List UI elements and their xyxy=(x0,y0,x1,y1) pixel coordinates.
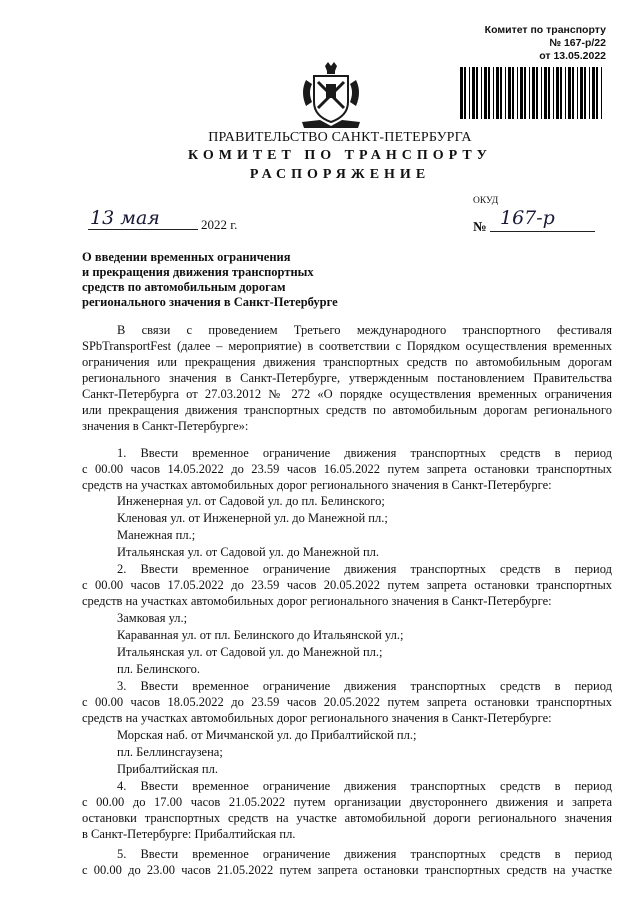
item-4-line: остановки транспортных средств на участке автомобильной дороги регионального значения xyxy=(82,811,612,825)
item-5-line: с 00.00 до 23.00 часов 21.05.2022 путем запрета остановки транспортных средств на участке xyxy=(82,863,612,877)
item-1-line: средств на участках автомобильных дорог регионального значения в Санкт-Петербурге: xyxy=(82,478,552,492)
okud-label: ОКУД xyxy=(473,196,499,206)
street-item: пл. Белинского. xyxy=(117,662,200,676)
date-year: 2022 г. xyxy=(201,217,238,232)
item-3-line: 3. Ввести временное ограничение движения транспортных средств в период xyxy=(117,679,612,693)
subject-line: средств по автомобильным дорогам xyxy=(82,280,286,294)
street-item: Прибалтийская пл. xyxy=(117,762,218,776)
handwritten-number: 167-р xyxy=(500,207,555,229)
subject-line: регионального значения в Санкт-Петербурге xyxy=(82,295,338,309)
government-title: ПРАВИТЕЛЬСТВО САНКТ-ПЕТЕРБУРГА xyxy=(208,130,472,145)
street-item: пл. Беллинсгаузена; xyxy=(117,745,223,759)
subject-line: О введении временных ограничения xyxy=(82,250,291,264)
item-3-line: средств на участках автомобильных дорог регионального значения в Санкт-Петербурге: xyxy=(82,711,552,725)
registration-stamp xyxy=(458,24,606,63)
preamble-line: В связи с проведением Третьего международного транспортного фестиваля xyxy=(117,323,612,337)
preamble-line: или прекращения движения транспортных средств по автомобильным дорогам регионального xyxy=(82,403,612,417)
street-item: Караванная ул. от пл. Белинского до Итальянской ул.; xyxy=(117,628,404,642)
stamp-date: от 13.05.2022 xyxy=(539,50,606,62)
street-item: Инженерная ул. от Садовой ул. до пл. Белинского; xyxy=(117,494,385,508)
street-item: Итальянская ул. от Садовой ул. до Манежной пл. xyxy=(117,545,380,559)
street-item: Морская наб. от Мичманской ул. до Прибалтийской пл.; xyxy=(117,728,417,742)
stamp-committee: Комитет по транспорту xyxy=(484,24,606,36)
number-label: № xyxy=(473,219,487,234)
committee-title: КОМИТЕТ ПО ТРАНСПОРТУ xyxy=(188,148,492,163)
stamp-number: № 167-р/22 xyxy=(549,37,606,49)
item-4-line: в Санкт-Петербурге: Прибалтийская пл. xyxy=(82,827,296,841)
preamble-line: ограничения или прекращения движения транспортных средств по автомобильным дорогам xyxy=(82,355,612,369)
item-2-line: 2. Ввести временное ограничение движения транспортных средств в период xyxy=(117,562,612,576)
street-item: Манежная пл.; xyxy=(117,528,196,542)
handwritten-date: 13 мая xyxy=(90,207,160,229)
street-item: Замковая ул.; xyxy=(117,611,188,625)
item-3-line: с 00.00 часов 18.05.2022 до 23.59 часов 20.05.2022 путем запрета остановки транспортных xyxy=(82,695,612,709)
street-item: Кленовая ул. от Инженерной ул. до Манежной пл.; xyxy=(117,511,388,525)
item-4-line: с 00.00 до 17.00 часов 21.05.2022 путем организации двустороннего движения и запрета xyxy=(82,795,612,809)
document-type: РАСПОРЯЖЕНИЕ xyxy=(249,167,431,182)
coat-of-arms-icon xyxy=(298,62,364,130)
preamble-line: SPbTransportFest (далее – мероприятие) в соответствии с Порядком осуществления временных xyxy=(82,339,612,353)
subject-line: и прекращения движения транспортных xyxy=(82,265,314,279)
item-1-line: 1. Ввести временное ограничение движения транспортных средств в период xyxy=(117,446,612,460)
preamble-line: регионального значения в Санкт-Петербурге, утвержденным постановлением Правительства xyxy=(82,371,612,385)
document-subject xyxy=(82,250,338,310)
item-2-line: средств на участках автомобильных дорог регионального значения в Санкт-Петербурге: xyxy=(82,594,552,608)
item-2-line: с 00.00 часов 17.05.2022 до 23.59 часов 20.05.2022 путем запрета остановки транспортных xyxy=(82,578,612,592)
item-4-line: 4. Ввести временное ограничение движения транспортных средств в период xyxy=(117,779,612,793)
item-1-line: с 00.00 часов 14.05.2022 до 23.59 часов 16.05.2022 путем запрета остановки транспортных xyxy=(82,462,612,476)
preamble-line: значения в Санкт-Петербурге»: xyxy=(82,419,249,433)
street-item: Итальянская ул. от Садовой ул. до Манежной пл.; xyxy=(117,645,383,659)
item-5-line: 5. Ввести временное ограничение движения транспортных средств в период xyxy=(117,847,612,861)
preamble-line: Санкт-Петербурга от 27.03.2012 № 272 «О порядке осуществления временных ограничения xyxy=(82,387,612,401)
barcode-image xyxy=(458,67,606,119)
